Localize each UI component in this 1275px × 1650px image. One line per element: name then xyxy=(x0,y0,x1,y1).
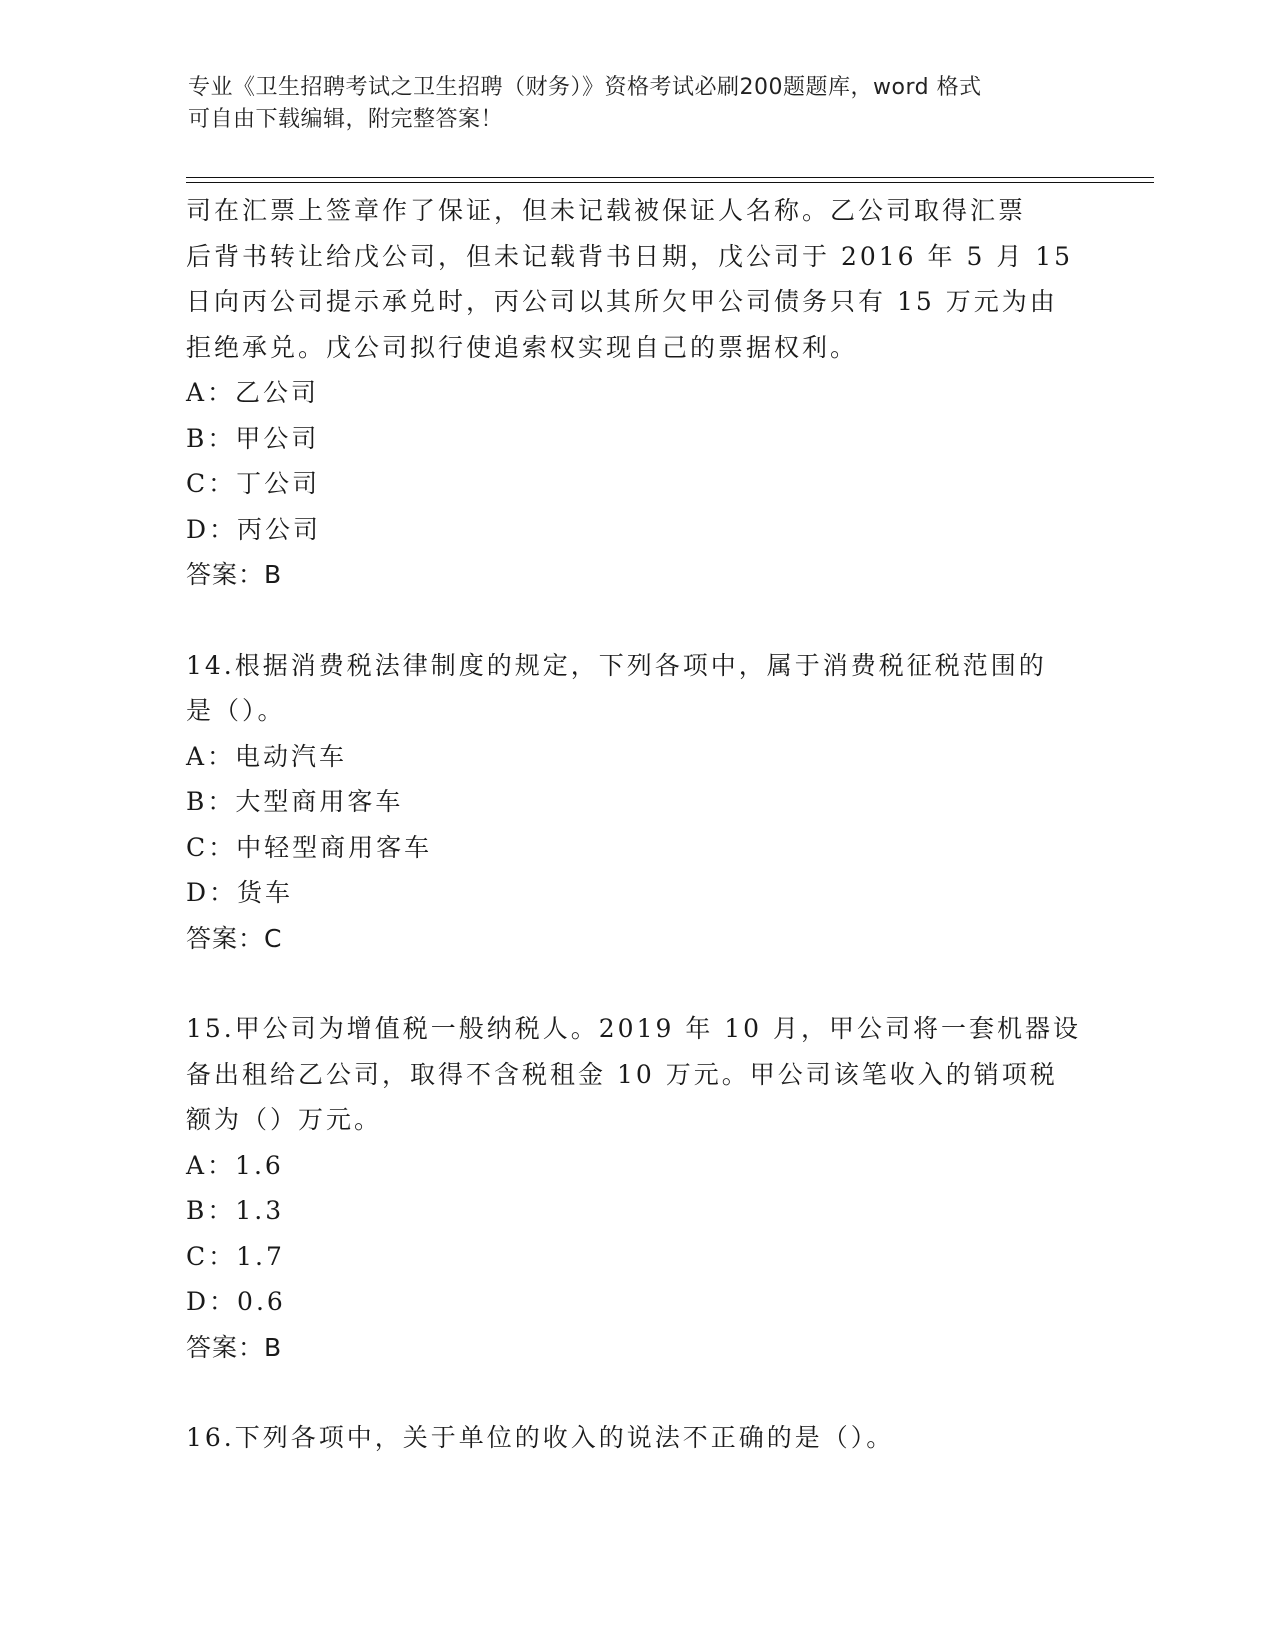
option-d: D：货车 xyxy=(186,878,294,907)
answer-line: 答案：B xyxy=(186,1332,283,1362)
option-c: C：丁公司 xyxy=(186,469,321,498)
answer-line: 答案：B xyxy=(186,560,283,589)
question-stem-line: 日向丙公司提示承兑时，丙公司以其所欠甲公司债务只有 15 万元为由 xyxy=(186,287,1058,316)
question-15 xyxy=(186,1006,1086,1370)
question-stem-line: 15.甲公司为增值税一般纳税人。2019 年 10 月，甲公司将一套机器设 xyxy=(186,1014,1082,1043)
option-d: D：丙公司 xyxy=(186,514,322,544)
document-header xyxy=(188,72,1068,136)
spacer xyxy=(186,1370,1086,1415)
answer-line: 答案：C xyxy=(186,923,283,953)
question-stem-line: 额为（）万元。 xyxy=(186,1105,383,1134)
question-stem-line: 备出租给乙公司，取得不含税租金 10 万元。甲公司该笔收入的销项税 xyxy=(186,1059,1058,1089)
header-title-line-1: 专业《卫生招聘考试之卫生招聘（财务）》资格考试必刷200题题库，word 格式 xyxy=(188,75,982,100)
question-14 xyxy=(186,643,1086,962)
option-a: A：电动汽车 xyxy=(186,741,348,771)
header-divider-top xyxy=(186,177,1154,178)
question-stem-line: 后背书转让给戊公司，但未记载背书日期，戊公司于 2016 年 5 月 15 xyxy=(186,241,1074,271)
question-13 xyxy=(186,188,1086,598)
option-b: B：甲公司 xyxy=(186,423,320,453)
question-stem-line: 14.根据消费税法律制度的规定，下列各项中，属于消费税征税范围的 xyxy=(186,650,1047,680)
question-stem-line: 16.下列各项中，关于单位的收入的说法不正确的是（）。 xyxy=(186,1423,895,1452)
spacer xyxy=(186,598,1086,643)
header-divider-bottom xyxy=(186,182,1154,183)
question-stem-line: 司在汇票上签章作了保证，但未记载被保证人名称。乙公司取得汇票 xyxy=(186,196,1027,225)
option-a: A：1.6 xyxy=(186,1150,284,1180)
question-content xyxy=(186,188,1086,1461)
spacer xyxy=(186,961,1086,1006)
option-c: C：中轻型商用客车 xyxy=(186,832,433,862)
question-stem-line: 拒绝承兑。戊公司拟行使追索权实现自己的票据权利。 xyxy=(186,332,859,362)
question-16 xyxy=(186,1415,1086,1461)
question-stem-line: 是（）。 xyxy=(186,696,286,725)
option-d: D：0.6 xyxy=(186,1287,286,1316)
option-c: C：1.7 xyxy=(186,1241,285,1271)
option-b: B：大型商用客车 xyxy=(186,787,404,816)
option-a: A：乙公司 xyxy=(186,378,320,407)
option-b: B：1.3 xyxy=(186,1196,285,1225)
header-title-line-2: 可自由下载编辑，附完整答案！ xyxy=(188,107,504,132)
